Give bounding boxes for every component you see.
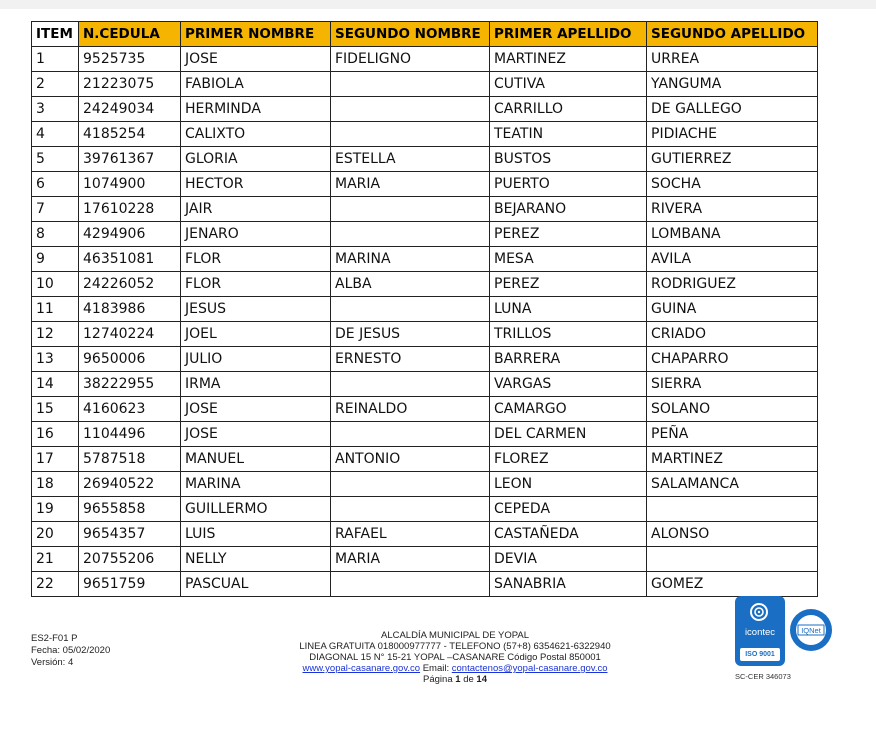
- cell-cedula: 26940522: [79, 472, 181, 497]
- cell-primer-nombre: HECTOR: [181, 172, 331, 197]
- cell-primer-nombre: IRMA: [181, 372, 331, 397]
- cell-segundo-nombre: [331, 297, 490, 322]
- cell-item: 7: [32, 197, 79, 222]
- table-row: [32, 422, 818, 447]
- cell-primer-nombre: JOSE: [181, 397, 331, 422]
- table-row: [32, 472, 818, 497]
- cell-primer-nombre: GLORIA: [181, 147, 331, 172]
- cell-primer-nombre: JAIR: [181, 197, 331, 222]
- cell-segundo-nombre: DE JESUS: [331, 322, 490, 347]
- cell-cedula: 1104496: [79, 422, 181, 447]
- iqnet-seal-icon: [789, 608, 833, 652]
- cell-segundo-apellido: ALONSO: [647, 522, 818, 547]
- table-row: [32, 347, 818, 372]
- cell-primer-apellido: FLOREZ: [490, 447, 647, 472]
- cell-cedula: 9651759: [79, 572, 181, 597]
- cell-primer-apellido: SANABRIA: [490, 572, 647, 597]
- email-label: Email:: [422, 663, 450, 674]
- cell-cedula: 4160623: [79, 397, 181, 422]
- cell-segundo-nombre: [331, 222, 490, 247]
- footer-contact: [260, 630, 650, 685]
- document-date: Fecha: 05/02/2020: [31, 645, 111, 656]
- cell-item: 21: [32, 547, 79, 572]
- cell-item: 20: [32, 522, 79, 547]
- cell-primer-apellido: CASTAÑEDA: [490, 522, 647, 547]
- document-version: Versión: 4: [31, 657, 74, 668]
- cell-primer-apellido: BUSTOS: [490, 147, 647, 172]
- cell-item: 13: [32, 347, 79, 372]
- cell-cedula: 20755206: [79, 547, 181, 572]
- footer-address: DIAGONAL 15 N° 15-21 YOPAL –CASANARE Código Postal 850001: [309, 652, 601, 663]
- table-row: [32, 272, 818, 297]
- cell-segundo-nombre: [331, 497, 490, 522]
- cell-primer-nombre: JULIO: [181, 347, 331, 372]
- header-primer-nombre: PRIMER NOMBRE: [181, 22, 331, 47]
- cell-segundo-apellido: [647, 497, 818, 522]
- cell-primer-apellido: BEJARANO: [490, 197, 647, 222]
- table-row: [32, 197, 818, 222]
- footer-phone: LINEA GRATUITA 018000977777 - TELEFONO (57+8) 6354621-6322940: [299, 641, 611, 652]
- cell-segundo-nombre: ESTELLA: [331, 147, 490, 172]
- table-body: [32, 47, 818, 597]
- email-link[interactable]: contactenos@yopal-casanare.gov.co: [451, 663, 608, 674]
- cell-primer-apellido: CAMARGO: [490, 397, 647, 422]
- cell-cedula: 9654357: [79, 522, 181, 547]
- cell-segundo-apellido: DE GALLEGO: [647, 97, 818, 122]
- cell-segundo-nombre: FIDELIGNO: [331, 47, 490, 72]
- cell-segundo-nombre: [331, 197, 490, 222]
- header-primer-apellido: PRIMER APELLIDO: [490, 22, 647, 47]
- cell-segundo-apellido: SOCHA: [647, 172, 818, 197]
- table-row: [32, 322, 818, 347]
- cell-primer-apellido: PEREZ: [490, 222, 647, 247]
- viewer-top-bar: [0, 0, 876, 9]
- cell-cedula: 4185254: [79, 122, 181, 147]
- cell-primer-apellido: CEPEDA: [490, 497, 647, 522]
- website-link[interactable]: www.yopal-casanare.gov.co: [302, 663, 421, 674]
- cell-cedula: 5787518: [79, 447, 181, 472]
- cell-primer-apellido: CARRILLO: [490, 97, 647, 122]
- header-segundo-apellido: SEGUNDO APELLIDO: [647, 22, 818, 47]
- cell-segundo-apellido: SALAMANCA: [647, 472, 818, 497]
- cell-item: 22: [32, 572, 79, 597]
- table-row: [32, 222, 818, 247]
- table-row: [32, 97, 818, 122]
- cell-item: 8: [32, 222, 79, 247]
- cell-segundo-apellido: GUINA: [647, 297, 818, 322]
- cell-segundo-nombre: MARIA: [331, 547, 490, 572]
- table-row: [32, 72, 818, 97]
- table-row: [32, 247, 818, 272]
- icontec-brand: icontec: [744, 627, 776, 638]
- cell-segundo-nombre: [331, 422, 490, 447]
- cell-segundo-apellido: CRIADO: [647, 322, 818, 347]
- cell-cedula: 4183986: [79, 297, 181, 322]
- certificate-code: SC-CER 346073: [735, 672, 791, 681]
- cell-segundo-nombre: ANTONIO: [331, 447, 490, 472]
- header-cedula: N.CEDULA: [79, 22, 181, 47]
- cell-cedula: 9525735: [79, 47, 181, 72]
- icontec-ring-icon: [749, 602, 769, 622]
- cell-primer-nombre: MANUEL: [181, 447, 331, 472]
- cell-item: 6: [32, 172, 79, 197]
- cell-segundo-nombre: MARINA: [331, 247, 490, 272]
- document-code: ES2-F01 P: [31, 633, 78, 644]
- cell-primer-apellido: PUERTO: [490, 172, 647, 197]
- cell-primer-nombre: CALIXTO: [181, 122, 331, 147]
- cell-cedula: 1074900: [79, 172, 181, 197]
- cell-primer-nombre: LUIS: [181, 522, 331, 547]
- iqnet-label: IQNet: [801, 626, 821, 635]
- cell-cedula: 39761367: [79, 147, 181, 172]
- footer-links: [260, 663, 650, 674]
- cell-primer-nombre: JESUS: [181, 297, 331, 322]
- cell-segundo-nombre: [331, 72, 490, 97]
- cell-cedula: 24226052: [79, 272, 181, 297]
- cell-segundo-apellido: CHAPARRO: [647, 347, 818, 372]
- cell-segundo-apellido: LOMBANA: [647, 222, 818, 247]
- cell-item: 4: [32, 122, 79, 147]
- cell-primer-nombre: JOEL: [181, 322, 331, 347]
- cell-cedula: 4294906: [79, 222, 181, 247]
- table-row: [32, 572, 818, 597]
- cell-primer-nombre: FLOR: [181, 272, 331, 297]
- cell-primer-apellido: MESA: [490, 247, 647, 272]
- cell-primer-nombre: JENARO: [181, 222, 331, 247]
- cell-item: 9: [32, 247, 79, 272]
- table-row: [32, 297, 818, 322]
- cell-primer-nombre: GUILLERMO: [181, 497, 331, 522]
- cell-item: 14: [32, 372, 79, 397]
- table-row: [32, 522, 818, 547]
- cell-item: 3: [32, 97, 79, 122]
- cell-segundo-nombre: [331, 122, 490, 147]
- cell-segundo-apellido: AVILA: [647, 247, 818, 272]
- cell-primer-apellido: TRILLOS: [490, 322, 647, 347]
- cell-segundo-nombre: ERNESTO: [331, 347, 490, 372]
- cell-cedula: 24249034: [79, 97, 181, 122]
- cell-segundo-nombre: ALBA: [331, 272, 490, 297]
- cell-primer-apellido: DEL CARMEN: [490, 422, 647, 447]
- table-row: [32, 497, 818, 522]
- cell-primer-nombre: JOSE: [181, 47, 331, 72]
- cell-item: 10: [32, 272, 79, 297]
- cell-segundo-apellido: PEÑA: [647, 422, 818, 447]
- cell-primer-apellido: TEATIN: [490, 122, 647, 147]
- cell-primer-nombre: HERMINDA: [181, 97, 331, 122]
- cell-item: 16: [32, 422, 79, 447]
- cell-cedula: 9650006: [79, 347, 181, 372]
- cell-item: 5: [32, 147, 79, 172]
- cell-segundo-apellido: RIVERA: [647, 197, 818, 222]
- cell-cedula: 12740224: [79, 322, 181, 347]
- cell-segundo-apellido: GUTIERREZ: [647, 147, 818, 172]
- beneficiaries-table: [31, 21, 818, 597]
- cell-item: 15: [32, 397, 79, 422]
- cell-segundo-nombre: REINALDO: [331, 397, 490, 422]
- table-row: [32, 47, 818, 72]
- cell-segundo-nombre: [331, 97, 490, 122]
- cell-segundo-apellido: SIERRA: [647, 372, 818, 397]
- cell-segundo-apellido: SOLANO: [647, 397, 818, 422]
- header-segundo-nombre: SEGUNDO NOMBRE: [331, 22, 490, 47]
- page-indicator: [260, 674, 650, 685]
- cell-segundo-apellido: GOMEZ: [647, 572, 818, 597]
- cell-cedula: 9655858: [79, 497, 181, 522]
- cell-item: 11: [32, 297, 79, 322]
- cell-segundo-apellido: URREA: [647, 47, 818, 72]
- cell-cedula: 21223075: [79, 72, 181, 97]
- table-row: [32, 372, 818, 397]
- cell-segundo-nombre: [331, 572, 490, 597]
- footer-org: ALCALDÍA MUNICIPAL DE YOPAL: [380, 630, 529, 641]
- cell-primer-nombre: MARINA: [181, 472, 331, 497]
- iso-badge: ISO 9001: [740, 648, 780, 661]
- cell-primer-nombre: FLOR: [181, 247, 331, 272]
- cell-primer-nombre: FABIOLA: [181, 72, 331, 97]
- cell-item: 18: [32, 472, 79, 497]
- page-total: 14: [476, 674, 487, 685]
- cell-primer-apellido: DEVIA: [490, 547, 647, 572]
- table-row: [32, 447, 818, 472]
- cell-item: 2: [32, 72, 79, 97]
- page-prefix: Página: [423, 674, 453, 685]
- cell-segundo-apellido: YANGUMA: [647, 72, 818, 97]
- cell-cedula: 46351081: [79, 247, 181, 272]
- cell-cedula: 38222955: [79, 372, 181, 397]
- cell-segundo-apellido: RODRIGUEZ: [647, 272, 818, 297]
- cell-primer-apellido: VARGAS: [490, 372, 647, 397]
- cell-primer-nombre: JOSE: [181, 422, 331, 447]
- table-row: [32, 547, 818, 572]
- cell-segundo-apellido: [647, 547, 818, 572]
- cell-primer-apellido: PEREZ: [490, 272, 647, 297]
- cell-item: 19: [32, 497, 79, 522]
- cell-primer-nombre: PASCUAL: [181, 572, 331, 597]
- cell-item: 17: [32, 447, 79, 472]
- cell-segundo-apellido: MARTINEZ: [647, 447, 818, 472]
- cell-item: 1: [32, 47, 79, 72]
- cell-segundo-apellido: PIDIACHE: [647, 122, 818, 147]
- cell-primer-nombre: NELLY: [181, 547, 331, 572]
- certification-logos: [731, 594, 841, 684]
- table-row: [32, 172, 818, 197]
- table-row: [32, 147, 818, 172]
- cell-segundo-nombre: [331, 472, 490, 497]
- cell-cedula: 17610228: [79, 197, 181, 222]
- header-item: ITEM: [32, 22, 79, 47]
- page-of: de: [463, 674, 474, 685]
- icontec-logo: [735, 596, 785, 666]
- document-control-info: [31, 633, 110, 669]
- cell-segundo-nombre: [331, 372, 490, 397]
- cell-segundo-nombre: MARIA: [331, 172, 490, 197]
- cell-primer-apellido: LEON: [490, 472, 647, 497]
- table-row: [32, 122, 818, 147]
- cell-segundo-nombre: RAFAEL: [331, 522, 490, 547]
- cell-primer-apellido: LUNA: [490, 297, 647, 322]
- cell-primer-apellido: CUTIVA: [490, 72, 647, 97]
- table-header-row: [32, 22, 818, 47]
- table-row: [32, 397, 818, 422]
- page-current: 1: [455, 674, 461, 685]
- cell-primer-apellido: BARRERA: [490, 347, 647, 372]
- cell-primer-apellido: MARTINEZ: [490, 47, 647, 72]
- cell-item: 12: [32, 322, 79, 347]
